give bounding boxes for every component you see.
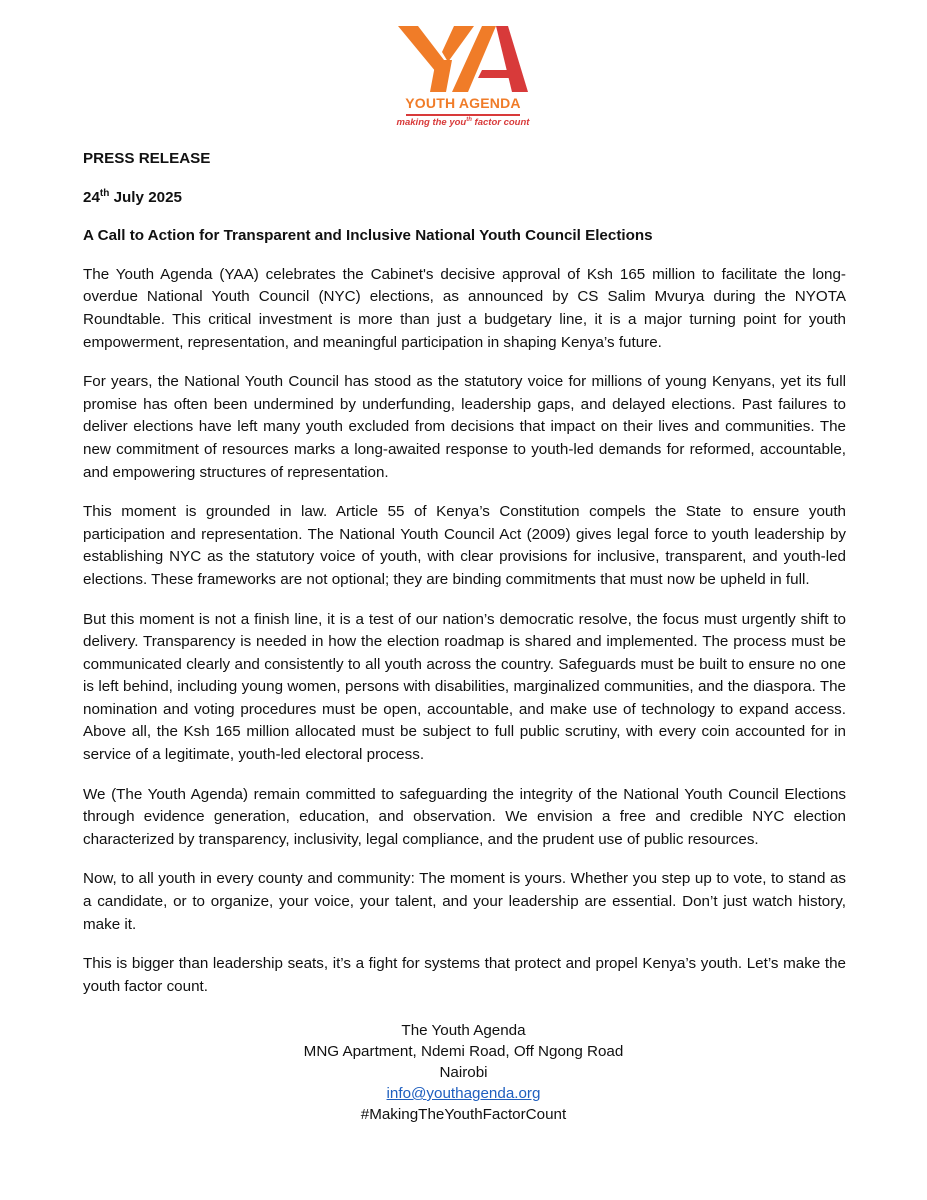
paragraph: We (The Youth Agenda) remain committed to safeguarding the integrity of the National Youth Council Elections through evidence generation, education, and observation. We envision a free and credible NYC election characterized by transparency, inclusivity, legal compliance, and the prudent use of public resources. [83,785,846,848]
paragraph: The Youth Agenda (YAA) celebrates the Cabinet's decisive approval of Ksh 165 million to facilitate the long-overdue National Youth Council (NYC) elections, as announced by CS Salim Mvurya during the NYOTA Roundtable. This critical investment is more than just a budgetary line, it is a major turning point for youth empowerment, representation, and meaningful participation in shaping Kenya’s future. [83,265,846,351]
paragraph: For years, the National Youth Council has stood as the statutory voice for millions of young Kenyans, yet its full promise has often been undermined by underfunding, leadership gaps, and delayed elections. Past failures to deliver elections have left many youth excluded from decisions that impact on their lives and communities. The new commitment of resources marks a long-awaited response to youth-led demands for reformed, accountable, and empowering structures of representation. [83,373,846,481]
release-title: A Call to Action for Transparent and Inclusive National Youth Council Elections [83,227,653,245]
footer-address: MNG Apartment, Ndemi Road, Off Ngong Road [303,1043,624,1060]
contact-footer [0,1020,927,1125]
logo-tagline: making the you$^{th}$ factor count [396,117,530,129]
ya-monogram-icon [396,22,530,94]
press-release-body [83,148,846,1015]
release-label: PRESS RELEASE [83,150,211,167]
logo-divider [406,114,520,116]
footer-org: The Youth Agenda [401,1022,526,1039]
paragraph: This is bigger than leadership seats, it’s a fight for systems that protect and propel Kenya’s youth. Let’s make the youth factor count. [83,955,846,995]
email-link[interactable]: info@youthagenda.org [386,1085,541,1102]
release-date: 24th July 2025 [83,187,182,206]
youth-agenda-logo [396,22,530,134]
paragraph: This moment is grounded in law. Article 55 of Kenya’s Constitution compels the State to ensure youth participation and representation. The National Youth Council Act (2009) gives legal force to youth leadership by establishing NYC as the statutory voice of youth, with clear provisions for inclusive, transparent, and youth-led elections. These frameworks are not optional; they are binding commitments that must now be upheld in full. [83,503,846,588]
paragraph: But this moment is not a finish line, it is a test of our nation’s democratic resolve, the focus must urgently shift to delivery. Transparency is needed in how the election roadmap is shared and implemented. The process must be communicated clearly and consistently to all youth across the country. Safeguards must be built to ensure no one is left behind, including young women, persons with disabilities, marginalized communities, and the diaspora. The nomination and voting procedures must be open, accountable, and make use of technology to expand access. Above all, the Ksh 165 million allocated must be subject to full public scrutiny, with every coin accounted for in service of a legitimate, youth-led electoral process. [83,610,846,764]
logo-wordmark: YOUTH AGENDA [405,95,521,111]
footer-hashtag: #MakingTheYouthFactorCount [360,1106,567,1123]
footer-city: Nairobi [439,1064,488,1081]
paragraph: Now, to all youth in every county and community: The moment is yours. Whether you step up to vote, to stand as a candidate, or to organize, your voice, your talent, and your leadership are essential. Don’t just watch history, make it. [83,870,846,933]
